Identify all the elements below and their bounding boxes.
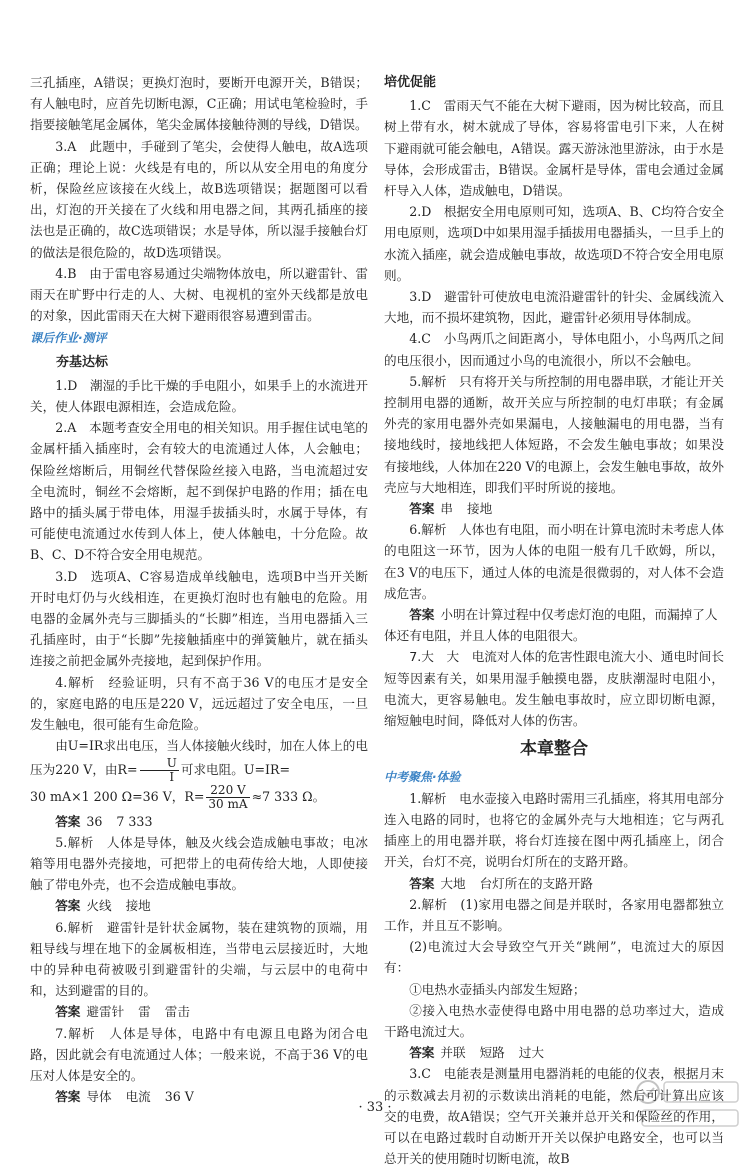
answer-line	[30, 895, 368, 916]
answer-label: 答案	[55, 1004, 81, 1020]
paragraph: ①电热水壶插头内部发生短路；	[409, 981, 586, 997]
paragraph: (2)电流过大会导致空气开关“跳闸”，电流过大的原因有：	[384, 939, 724, 976]
answer-line	[30, 811, 368, 832]
paragraph: 2.A 本题考查安全用电的相关知识。用手握住试电笔的金属杆插入插座时，会有较大的电流通过人体，人会触电；保险丝熔断后，用铜丝代替保险丝接入电路，当电流超过安全电流时，铜丝不会熔断，起不到保护电路的作用；插在电路中的插头属于带电体，用湿手拔插头时，水属于导体，有可能使电流通过水传到人体上，使人体触电，十分危险。故B、C、D不符合安全用电规范。	[30, 420, 368, 563]
formula-text: 可求电阻。U=IR=	[180, 761, 291, 777]
paragraph: 6.解析 人体也有电阻，而小明在计算电流时未考虑人体的电阻这一环节，因为人体的电阻一般有几千欧姆，所以，在3 V的电压下，通过人体的电流是很微弱的，对人体不会造成危害。	[384, 522, 724, 601]
section-heading-advanced: 培优促能	[384, 75, 437, 90]
answer-value: 并联	[440, 1045, 466, 1061]
answer-value: 雷	[138, 1004, 151, 1020]
answer-value: 避雷针	[86, 1004, 125, 1020]
answer-value: 7 333	[116, 813, 153, 829]
paragraph: 4.解析 经验证明，只有不高于36 V的电压才是安全的，家庭电路的电压是220 V，远远超过了安全电压，一旦发生触电，很可能有生命危险。	[30, 674, 368, 733]
paragraph: 1.解析 电水壶接入电路时需用三孔插座，将其用电部分连入电路的同时，也将它的金属外壳与大地相连；它与两孔插座上的用电器并联，将台灯连接在图中两孔插座上，闭合开关，台灯不亮，说明台灯所在的支路开路。	[384, 790, 724, 870]
paragraph: 1.C 雷雨天气不能在大树下避雨，因为树比较高，而且树上带有水，树木就成了导体，容易将雷电引下来，人在树下避雨就可能会触电，A错误。露天游泳池里游泳，由于水是导体，会形成雷击，B错误。金属杆是导体，雷电会通过金属杆导入人体，造成触电，D错误。	[384, 98, 724, 199]
formula-paragraph	[30, 784, 368, 811]
paragraph: ②接入电热水壶使得电路中用电器的总功率过大，造成干路电流过大。	[384, 1002, 724, 1039]
answer-value: 36	[86, 813, 103, 829]
paragraph: 6.解析 避雷针是针状金属物，装在建筑物的顶端，用粗导线与埋在地下的金属板相连，当带电云层接近时，大地中的异种电荷被吸引到避雷针的尖端，与云层中的电荷中和，达到避雷的目的。	[30, 919, 368, 999]
section-tag-homework: 课后作业·测评	[30, 331, 107, 346]
right-column	[384, 72, 724, 1169]
answer-value: 36 V	[164, 1089, 194, 1105]
paragraph: 三孔插座，A错误；更换灯泡时，要断开电源开关，B错误；有人触电时，应首先切断电源，C正确；用试电笔检验时，手指要接触笔尾金属体，笔尖金属体接触待测的导线，D错误。	[30, 75, 368, 133]
paragraph: 5.解析 只有将开关与所控制的用电器串联，才能让开关控制用电器的通断，故开关应与所控制的电灯串联；有金属外壳的家用电器外壳如果漏电，人接触漏电的用电器，当有接地线时，接地线把人体短路，不会发生触电事故；如果没有接地线，人体加在220 V的电源上，会发生触电事故，故外壳应与大地相连，即我们平时所说的接地。	[384, 373, 724, 495]
formula-text: ≈7 333 Ω。	[251, 788, 326, 804]
paragraph: 2.D 根据安全用电原则可知，选项A、B、C均符合安全用电原则，选项D中如果用湿手插拔用电器插头，一旦手上的水流入插座，就会造成触电事故，故选项D不符合安全用电原则。	[384, 204, 724, 283]
paragraph: 3.D 选项A、C容易造成单线触电，选项B中当开关断开时电灯仍与火线相连，在更换灯泡时也有触电的危险。用电器的金属外壳与三脚插头的“长脚”相连，当用电器插入三孔插座时，由于“长脚”先接触插座中的弹簧触片，就在插头连接之前把金属外壳接地，起到保护作用。	[30, 568, 368, 669]
paragraph: 4.B 由于雷电容易通过尖端物体放电，所以避雷针、雷雨天在旷野中行走的人、大树、电视机的室外天线都是放电的对象，因此雷雨天在大树下避雨很容易遭到雷击。	[30, 265, 368, 324]
paragraph: 3.A 此题中，手碰到了笔尖，会使得人触电，故A选项正确；理论上说：火线是有电的，所以从安全用电的角度分析，保险丝应该接在火线上，故B选项错误；据题图可以看出，灯泡的开关接在了火线和用电器之间，其两孔插座的接法也是正确的，故C选项错误；水是导体，所以湿手接触台灯的做法是很危险的，故D选项错误。	[30, 138, 368, 260]
section-tag-exam: 中考聚焦·体验	[384, 769, 461, 784]
page-number: · 33 ·	[358, 1100, 392, 1115]
paragraph: 3.D 避雷针可使放电电流沿避雷针的针尖、金属线流入大地，而不损坏建筑物，因此，避雷针必须用导体制成。	[384, 289, 724, 326]
answer-value: 大地	[440, 875, 466, 891]
answer-label: 答案	[55, 898, 81, 914]
formula-text: 30 mA×1 200 Ω=36 V，R=	[30, 788, 205, 804]
answer-value: 过大	[518, 1045, 544, 1061]
answer-line	[384, 873, 724, 894]
chapter-title: 本章整合	[520, 739, 588, 760]
formula-paragraph	[30, 735, 368, 783]
paragraph: 5.解析 人体是导体，触及火线会造成触电事故；电冰箱等用电器外壳接地，可把带上的电荷传给大地，人即使接触了带电外壳，也不会造成触电事故。	[30, 834, 368, 893]
watermark-logo	[634, 1076, 744, 1132]
paragraph: 1.D 潮湿的手比干燥的手电阻小，如果手上的水流进开关，使人体跟电源相连，会造成危险。	[30, 377, 368, 415]
fraction-numerator: U	[140, 757, 179, 771]
answer-label: 答案	[409, 607, 435, 623]
answer-value: 串	[440, 501, 453, 517]
paragraph: 3.C 电能表是测量用电器消耗的电能的仪表，根据月末的示数减去月初的示数读出消耗的电能，然后可计算出应该交的电费，故A错误；空气开关兼并总开关和保险丝的作用，可以在电路过载时自动断开开关以保护电路安全，也可以当总开关的使用随时切断电流，故B	[384, 1066, 724, 1167]
answer-value: 接地	[466, 501, 493, 517]
paragraph: 7.解析 人体是导体，电路中有电源且电路为闭合电路，因此就会有电流通过人体；一般来说，不高于36 V的电压对人体是安全的。	[30, 1025, 368, 1083]
section-heading-basics: 夯基达标	[56, 354, 109, 370]
paragraph: 2.解析 (1)家用电器之间是并联时，各家用电器都独立工作，并且互不影响。	[384, 896, 724, 933]
answer-label: 答案	[409, 875, 435, 891]
answer-value: 导体	[86, 1089, 112, 1105]
answer-line	[384, 604, 724, 646]
answer-value: 雷击	[164, 1004, 190, 1020]
left-column	[30, 72, 368, 1107]
formula-text: 由U=IR求出电压，当人体接触火线时，加在人体上的电压为220 V，由R=	[30, 738, 368, 777]
answer-line	[30, 1001, 368, 1022]
answer-value: 接地	[125, 898, 151, 914]
answer-label: 答案	[55, 1089, 81, 1105]
answer-value: 短路	[479, 1045, 505, 1061]
paragraph: 7.大 大 电流对人体的危害性跟电流大小、通电时间长短等因素有关，如果用湿手触摸电器，皮肤潮湿时电阻小，电流大，更容易触电。发生触电事故时，应立即切断电源，缩短触电时间，降低对人体的伤害。	[384, 649, 724, 729]
answer-label: 答案	[55, 813, 81, 829]
fraction-numerator: 220 V	[206, 784, 249, 798]
answer-value: 小明在计算过程中仅考虑灯泡的电阻，而漏掉了人体还有电阻，并且人体的电阻很大。	[384, 607, 718, 644]
answer-value: 电流	[125, 1089, 151, 1105]
fraction	[206, 784, 249, 811]
answer-value: 火线	[86, 898, 112, 914]
fraction	[140, 757, 179, 784]
fraction-denominator: 30 mA	[208, 796, 248, 811]
answer-label: 答案	[409, 1045, 435, 1061]
answer-line	[384, 1042, 724, 1063]
fraction-denominator: I	[169, 769, 175, 784]
answer-line	[384, 498, 724, 519]
answer-value: 台灯所在的支路开路	[479, 875, 593, 891]
answer-label: 答案	[409, 501, 435, 517]
paragraph: 4.C 小鸟两爪之间距离小，导体电阻小，小鸟两爪之间的电压很小，因而通过小鸟的电流很小，所以不会触电。	[384, 331, 724, 368]
